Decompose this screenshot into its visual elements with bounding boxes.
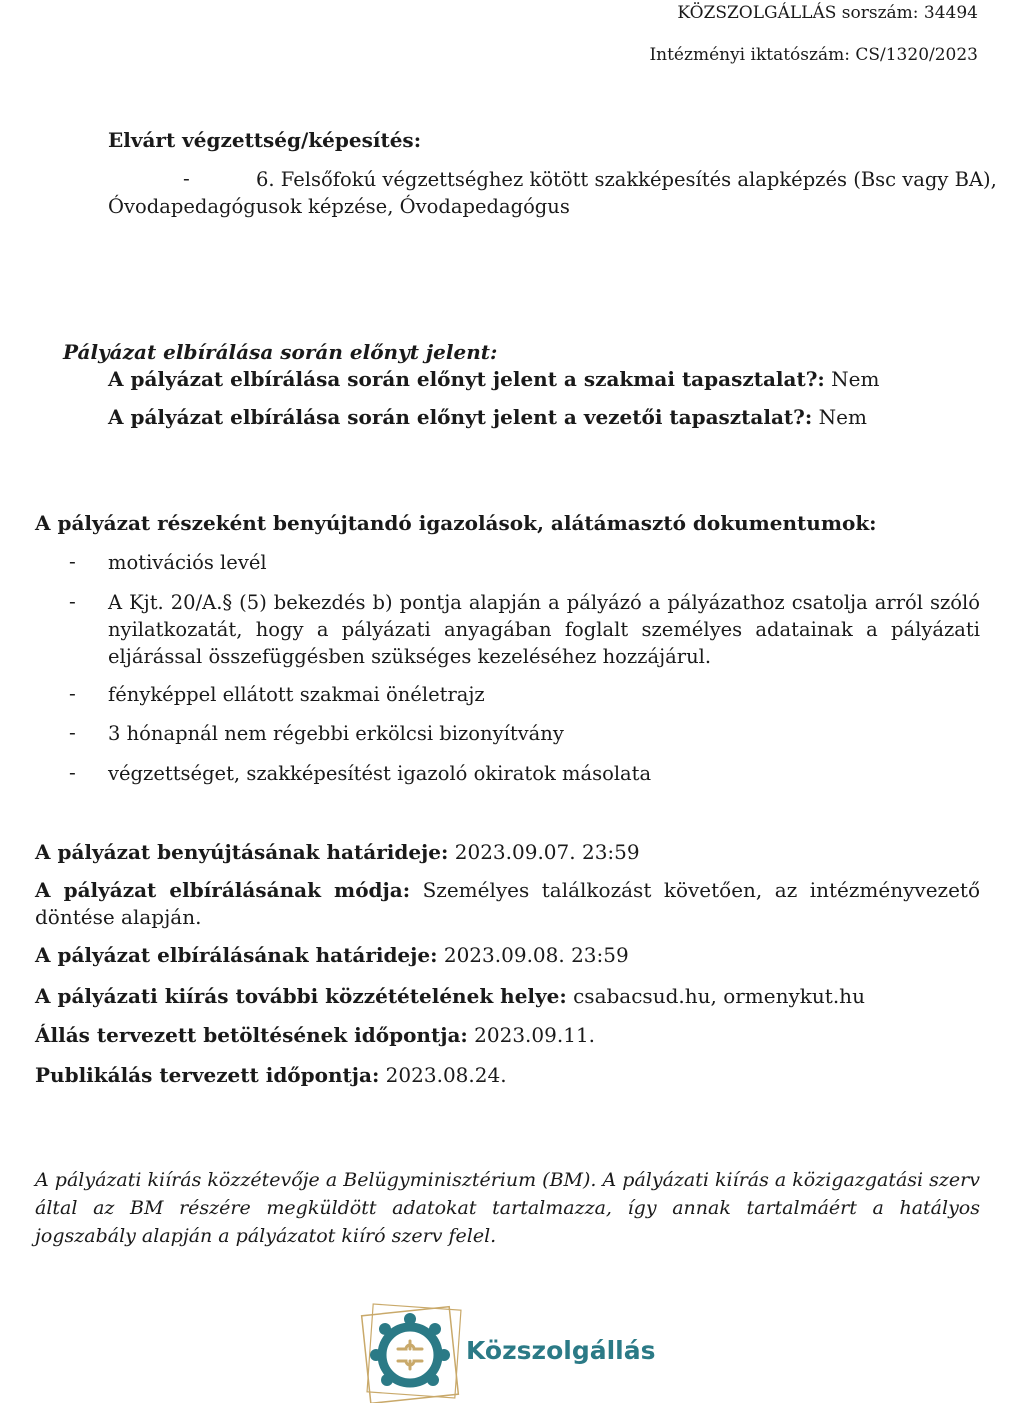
qualification-title: Elvárt végzettség/képesítés: <box>108 128 422 152</box>
header-registration-number: Intézményi iktatószám: CS/1320/2023 <box>649 45 978 65</box>
detail-label: A pályázati kiírás további közzétételének helye: <box>35 984 567 1008</box>
detail-label: A pályázat benyújtásának határideje: <box>35 840 449 864</box>
document-item: A Kjt. 20/A.§ (5) bekezdés b) pontja alapján a pályázó a pályázathoz csatolja arról szóló nyilatkozatát, hogy a pályázati anyagában foglalt személyes adatainak a pályázati eljárással összefüggésben szükséges kezeléséhez hozzájárul. <box>108 591 980 668</box>
document-item: 3 hónapnál nem régebbi erkölcsi bizonyítvány <box>108 722 564 745</box>
document-bullet: - <box>69 760 76 784</box>
detail-label: A pályázat elbírálásának határideje: <box>35 943 438 967</box>
document-item: végzettséget, szakképesítést igazoló okiratok másolata <box>108 762 652 785</box>
qualification-bullet: - <box>183 166 190 190</box>
detail-value: 2023.09.08. 23:59 <box>437 943 629 967</box>
advantage-value: Nem <box>812 405 867 429</box>
document-bullet: - <box>69 589 76 613</box>
detail-evaluation-deadline <box>35 942 980 969</box>
detail-start-date <box>35 1022 980 1049</box>
advantage-value: Nem <box>824 367 880 391</box>
detail-value: csabacsud.hu, ormenykut.hu <box>566 984 865 1008</box>
detail-value: 2023.09.11. <box>467 1023 596 1047</box>
detail-publication-place <box>35 983 980 1010</box>
detail-value: Személyes találkozást követően, az intézményvezető döntése alapján. <box>35 878 980 929</box>
detail-value: 2023.08.24. <box>379 1063 507 1087</box>
detail-value: 2023.09.07. 23:59 <box>448 840 640 864</box>
qualification-item-continued: Óvodapedagógusok képzése, Óvodapedagógus <box>108 195 570 218</box>
document-item: motivációs levél <box>108 551 267 574</box>
advantage-item-leadership <box>108 404 867 431</box>
detail-publication-date <box>35 1062 980 1089</box>
documents-title: A pályázat részeként benyújtandó igazolások, alátámasztó dokumentumok: <box>35 511 877 535</box>
detail-label: A pályázat elbírálásának módja: <box>35 878 411 902</box>
detail-evaluation-method <box>35 877 980 931</box>
document-bullet: - <box>69 549 76 573</box>
detail-label: Publikálás tervezett időpontja: <box>35 1063 380 1087</box>
advantage-label: A pályázat elbírálása során előnyt jelent a szakmai tapasztalat?: <box>108 367 825 391</box>
logo-text: Közszolgállás <box>466 1336 656 1365</box>
detail-submission-deadline <box>35 839 980 866</box>
kozszolgallas-logo-icon <box>360 1303 470 1403</box>
document-bullet: - <box>69 681 76 705</box>
header-serial-number: KÖZSZOLGÁLLÁS sorszám: 34494 <box>677 3 978 23</box>
footer-note: A pályázati kiírás közzétevője a Belügyminisztérium (BM). A pályázati kiírás a közigazgatási szerv által az BM részére megküldött adatokat tartalmazza, így annak tartalmáért a hatályos jogszabály alapján a pályázatot kiíró szerv felel. <box>35 1169 980 1247</box>
advantage-item-professional <box>108 366 879 393</box>
detail-label: Állás tervezett betöltésének időpontja: <box>35 1023 468 1047</box>
document-bullet: - <box>69 720 76 744</box>
document-item: fényképpel ellátott szakmai önéletrajz <box>108 683 485 706</box>
advantages-title: Pályázat elbírálása során előnyt jelent: <box>63 340 498 364</box>
advantage-label: A pályázat elbírálása során előnyt jelent a vezetői tapasztalat?: <box>108 405 813 429</box>
qualification-item: 6. Felsőfokú végzettséghez kötött szakképesítés alapképzés (Bsc vagy BA), <box>256 168 997 191</box>
